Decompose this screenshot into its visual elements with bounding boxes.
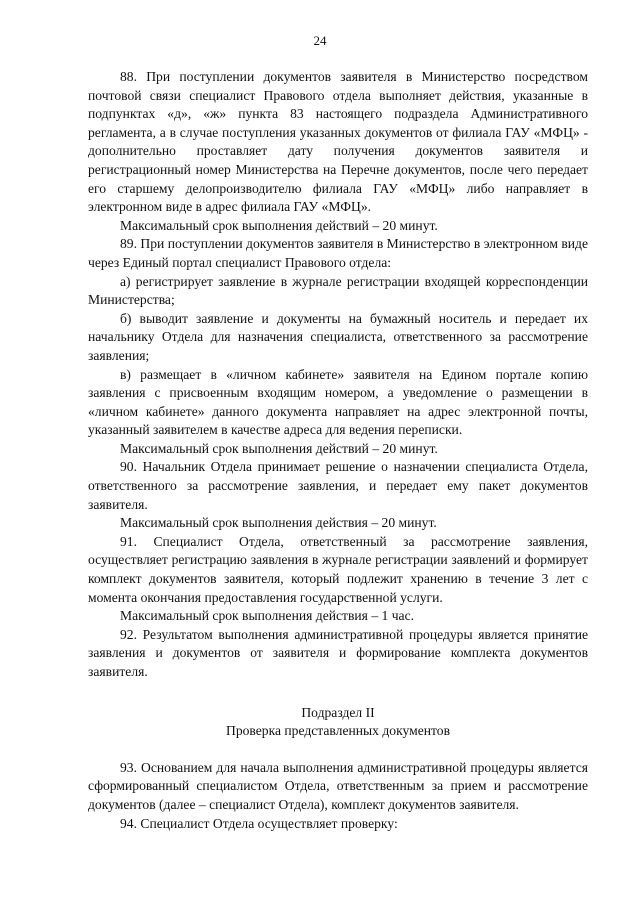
paragraph-91: 91. Специалист Отдела, ответственный за рассмотрение заявления, осуществляет регистрацию заявления в журнале регистрации заявлений и формирует комплект документов заявителя, который подлежит хранению в течение 3 лет с момента окончания предоставления государственной услуги. — [88, 533, 588, 605]
deadline-note: Максимальный срок выполнения действия – 20 минут. — [120, 515, 437, 531]
paragraph-90: 90. Начальник Отдела принимает решение о назначении специалиста Отдела, ответственного за рассмотрение заявления, и передает ему пакет документов заявителя. — [88, 459, 588, 512]
paragraph-93: 93. Основанием для начала выполнения административной процедуры является сформированный специалистом Отдела, ответственным за прием и рассмотрение документов (далее – специалист Отдела), комплект документов заявителя. — [88, 759, 588, 812]
subpoint-a: а) регистрирует заявление в журнале регистрации входящей корреспонденции Министерства; — [88, 273, 588, 308]
page-number: 24 — [313, 33, 327, 48]
deadline-note: Максимальный срок выполнения действий – 20 минут. — [120, 217, 438, 233]
deadline-note: Максимальный срок выполнения действий – 20 минут. — [120, 440, 438, 456]
subpoint-b: б) выводит заявление и документы на бумажный носитель и передает их начальнику Отдела для назначения специалиста, ответственного за рассмотрение заявления; — [88, 310, 588, 363]
paragraph-88: 88. При поступлении документов заявителя в Министерство посредством почтовой связи специалист Правового отдела выполняет действия, указанные в подпунктах «д», «ж» пункта 83 настоящего подраздела Административного регламента, а в случае поступления указанных документов от филиала ГАУ «МФЦ» - дополнительно проставляет дату получения документов заявителя и регистрационный номер Министерства на Перечне документов, после чего передает его старшему делопроизводителю филиала ГАУ «МФЦ» либо направляет в электронном виде в адрес филиала ГАУ «МФЦ». — [88, 69, 588, 215]
paragraph-92: 92. Результатом выполнения административной процедуры является принятие заявления и документов от заявителя и формирование комплекта документов заявителя. — [88, 626, 588, 679]
deadline-note: Максимальный срок выполнения действия – 1 час. — [120, 608, 415, 624]
subsection-subtitle: Проверка представленных документов — [226, 723, 450, 739]
paragraph-89: 89. При поступлении документов заявителя в Министерство в электронном виде через Единый портал специалист Правового отдела: — [88, 236, 588, 270]
document-body — [88, 68, 588, 833]
paragraph-94: 94. Специалист Отдела осуществляет проверку: — [120, 815, 398, 831]
subsection-title: Подраздел II — [301, 704, 375, 720]
subpoint-v: в) размещает в «личном кабинете» заявителя на Едином портале копию заявления с присвоенным входящим номером, а уведомление о размещении в «личном кабинете» данного документа направляет на адрес электронной почты, указанный заявителем в качестве адреса для ведения переписки. — [88, 366, 588, 438]
